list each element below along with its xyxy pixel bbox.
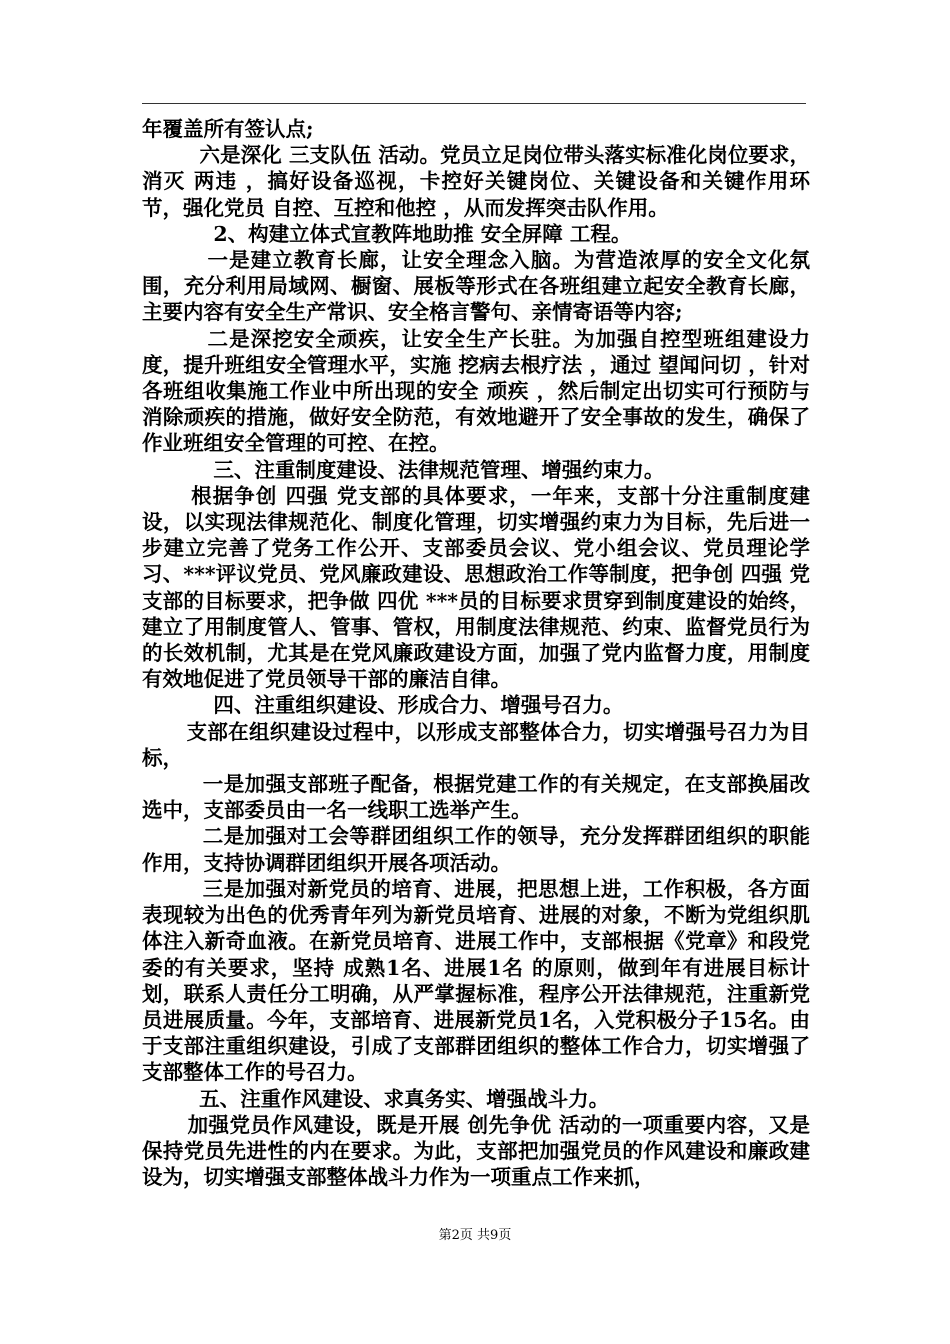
body-paragraph: 二是深挖安全顽疾，让安全生产长驻。为加强自控型班组建设力度，提升班组安全管理水平，实施 挖病去根疗法 ，通过 望闻问切 ，针对各班组收集施工作业中所出现的安全 顽疾 ，然后制定出切实可行预防与消除顽疾的措施，做好安全防范，有效地避开了安全事故的发生，确保了作业班组安全管理的可控、在控。 (142, 326, 810, 456)
body-paragraph: 三是加强对新党员的培育、进展，把思想上进，工作积极，各方面表现较为出色的优秀青年列为新党员培育、进展的对象，不断为党组织肌体注入新奇血液。在新党员培育、进展工作中，支部根据《党章》和段党委的有关要求，坚持 成熟1名、进展1名 的原则，做到年有进展目标计划，联系人责任分工明确，从严掌握标准，程序公开法律规范，注重新党员进展质量。今年，支部培育、进展新党员1名，入党积极分子15名。由于支部注重组织建设，引成了支部群团组织的整体工作合力，切实增强了支部整体工作的号召力。 (142, 876, 810, 1085)
document-body (142, 116, 810, 1190)
body-paragraph: 六是深化 三支队伍 活动。党员立足岗位带头落实标准化岗位要求，消灭 两违 ，搞好设备巡视，卡控好关键岗位、关键设备和关键作用环节，强化党员 自控、互控和他控 ，从而发挥突击队作用。 (142, 143, 810, 220)
body-paragraph: 支部在组织建设过程中，以形成支部整体合力，切实增强号召力为目标， (142, 719, 811, 770)
section-heading: 五、注重作风建设、求真务实、增强战斗力。 (142, 1086, 610, 1111)
section-heading: 三、注重制度建设、法律规范管理、增强约束力。 (142, 457, 665, 482)
body-paragraph: 二是加强对工会等群团组织工作的领导，充分发挥群团组织的职能作用，支持协调群团组织开展各项活动。 (142, 824, 810, 875)
body-paragraph: 加强党员作风建设，既是开展 创先争优 活动的一项重要内容，又是保持党员先进性的内在要求。为此，支部把加强党员的作风建设和廉政建设为，切实增强支部整体战斗力作为一项重点工作来抓， (142, 1112, 810, 1190)
body-paragraph: 年覆盖所有签认点; (142, 117, 314, 141)
body-paragraph: 一是加强支部班子配备，根据党建工作的有关规定，在支部换届改选中，支部委员由一名一线职工选举产生。 (142, 772, 810, 823)
page-footer: 第2页 共9页 (438, 1228, 512, 1243)
body-paragraph: 根据争创 四强 党支部的具体要求，一年来，支部十分注重制度建设，以实现法律规范化、制度化管理，切实增强约束力为目标，先后进一步建立完善了党务工作公开、支部委员会议、党小组会议、党员理论学习、***评议党员、党风廉政建设、思想政治工作等制度，把争创 四强 党支部的目标要求，把争做 四优 ***员的目标要求贯穿到制度建设的始终，建立了用制度管人、管事、管权，用制度法律规范、约束、监督党员行为的长效机制，尤其是在党风廉政建设方面，加强了党内监督力度，用制度有效地促进了党员领导干部的廉洁自律。 (142, 483, 810, 692)
body-paragraph: 一是建立教育长廊，让安全理念入脑。为营造浓厚的安全文化氛围，充分利用局域网、橱窗、展板等形式在各班组建立起安全教育长廊，主要内容有安全生产常识、安全格言警句、亲情寄语等内容; (142, 248, 810, 325)
header-rule (142, 103, 806, 104)
section-heading: 四、注重组织建设、形成合力、增强号召力。 (142, 693, 624, 718)
section-heading: 2、构建立体式宣教阵地助推 安全屏障 工程。 (142, 221, 632, 246)
